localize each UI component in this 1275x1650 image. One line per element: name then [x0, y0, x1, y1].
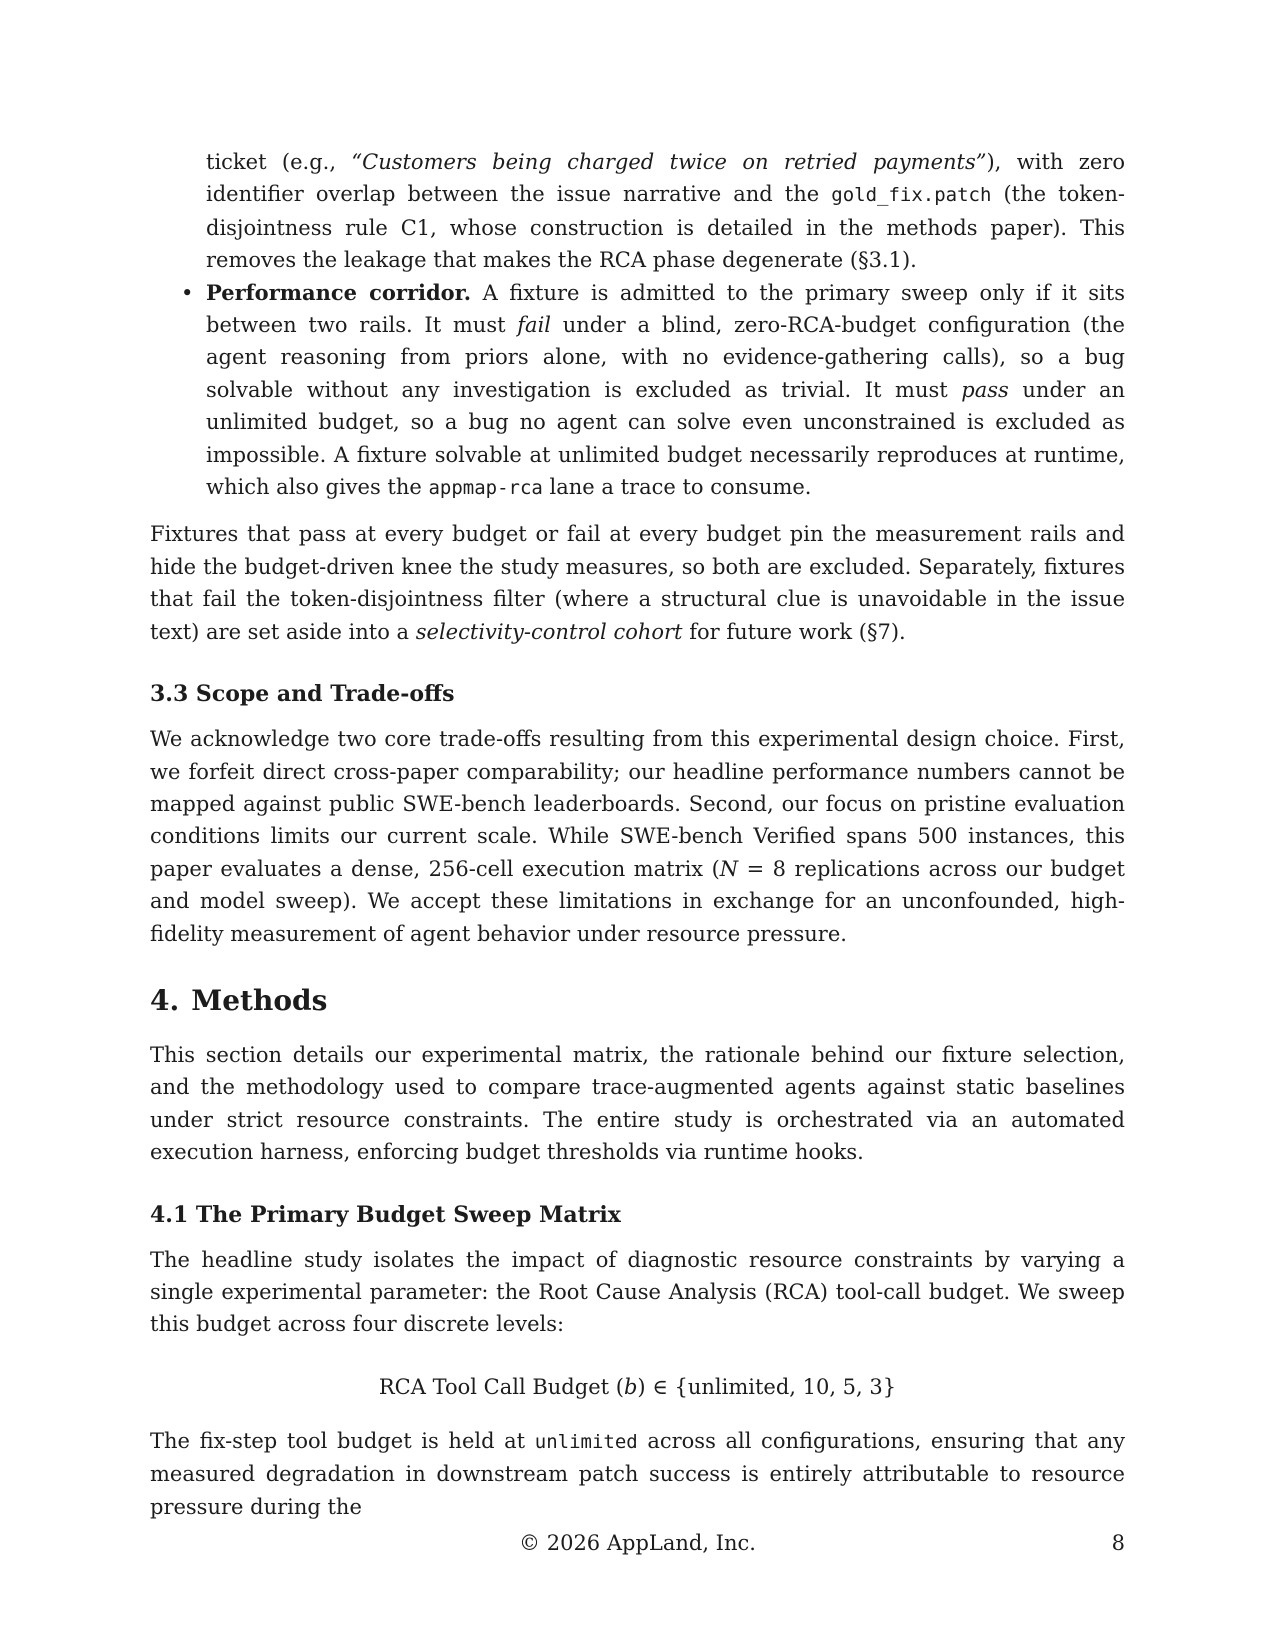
page-footer	[150, 1531, 1125, 1563]
example-quote: “Customers being charged twice on retried payments”	[351, 150, 987, 174]
list-item-title: Performance corridor.	[206, 279, 472, 305]
paper-page	[150, 146, 1125, 1523]
inline-code: gold_fix.patch	[831, 184, 992, 207]
section-heading-4-1: 4.1 The Primary Budget Sweep Matrix	[150, 1201, 621, 1228]
paragraph: The fix-step tool budget is held at unlimited across all configurations, ensuring that any measured degradation in downstream patch success is entirely attributable to resource pressure during the	[150, 1428, 1125, 1519]
paragraph: The headline study isolates the impact of diagnostic resource constraints by varying a single experimental parameter: the Root Cause Analysis (RCA) tool-call budget. We sweep this budget across four discrete levels:	[150, 1247, 1125, 1337]
paragraph: Fixtures that pass at every budget or fail at every budget pin the measurement rails and hide the budget-driven knee the study measures, so both are excluded. Separately, fixtures that fail the token-disjointness filter (where a structural clue is unavoidable in the issue text) are set aside into a selectivity-control cohort for future work (§7).	[150, 522, 1125, 644]
display-equation: RCA Tool Call Budget (b) ∈ {unlimited, 10, 5, 3}	[378, 1374, 897, 1399]
bullet-marker: •	[181, 280, 194, 305]
page-number: 8	[1111, 1531, 1125, 1555]
list-item-performance-corridor: • Performance corridor. A fixture is admitted to the primary sweep only if it sits between two rails. It must fail under a blind, zero-RCA-budget configuration (the agent reasoning from priors alone, with no evidence-gathering calls), so a bug solvable without any investigation is excluded as trivial. It must pass under an unlimited budget, so a bug no agent can solve even unconstrained is excluded as impossible. A fixture solvable at unlimited budget necessarily reproduces at runtime, which also gives the appmap-rca lane a trace to consume.	[150, 277, 1125, 505]
list-item-continuation: ticket (e.g., “Customers being charged twice on retried payments”), with zero identifier overlap between the issue narrative and the gold_fix.patch (the token-disjointness rule C1, whose construction is detailed in the methods paper). This removes the leakage that makes the RCA phase degenerate (§3.1).	[206, 150, 1125, 273]
section-heading-4: 4. Methods	[150, 983, 328, 1017]
inline-code: appmap-rca	[428, 477, 543, 500]
paragraph: We acknowledge two core trade-offs resulting from this experimental design choice. First, we forfeit direct cross-paper comparability; our headline performance numbers cannot be mapped against public SWE-bench leaderboards. Second, our focus on pristine evaluation conditions limits our current scale. While SWE-bench Verified spans 500 instances, this paper evaluates a dense, 256-cell execution matrix (N = 8 replications across our budget and model sweep). We accept these limitations in exchange for an unconfounded, high-fidelity measurement of agent behavior under resource pressure.	[150, 727, 1125, 946]
section-heading-3-3: 3.3 Scope and Trade-offs	[150, 681, 455, 708]
copyright-notice: © 2026 AppLand, Inc.	[519, 1531, 756, 1555]
paragraph: This section details our experimental matrix, the rationale behind our fixture selection, and the methodology used to compare trace-augmented agents against static baselines under strict resource constraints. The entire study is orchestrated via an automated execution harness, enforcing budget thresholds via runtime hooks.	[150, 1042, 1125, 1165]
inline-code: unlimited	[534, 1430, 638, 1453]
